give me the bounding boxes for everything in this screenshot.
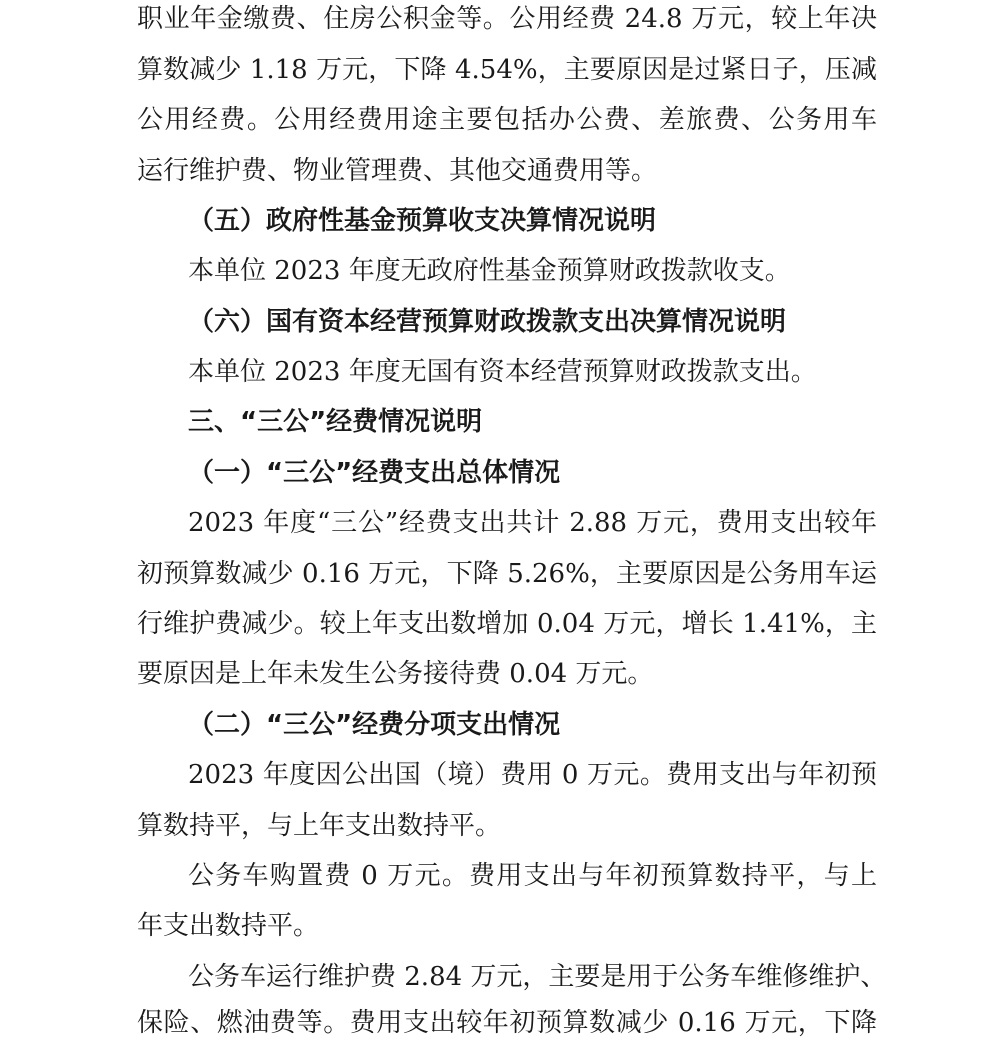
paragraph-line: 算数持平，与上年支出数持平。 (137, 811, 502, 841)
paragraph-line: 2023 年度因公出国（境）费用 0 万元。费用支出与年初预 (188, 760, 877, 790)
section-heading-5: （五）政府性基金预算收支决算情况说明 (188, 206, 657, 236)
paragraph-line: 初预算数减少 0.16 万元，下降 5.26%，主要原因是公务用车运 (137, 559, 877, 589)
paragraph-line: 公用经费。公用经费用途主要包括办公费、差旅费、公务用车 (137, 105, 877, 135)
paragraph-line: 要原因是上年未发生公务接待费 0.04 万元。 (137, 659, 654, 689)
paragraph-line: 职业年金缴费、住房公积金等。公用经费 24.8 万元，较上年决 (137, 4, 877, 34)
paragraph-line: 算数减少 1.18 万元，下降 4.54%，主要原因是过紧日子，压减 (137, 55, 877, 85)
chapter-heading-3: 三、“三公”经费情况说明 (188, 407, 483, 437)
subsection-heading-1: （一）“三公”经费支出总体情况 (188, 458, 561, 488)
section-heading-6: （六）国有资本经营预算财政拨款支出决算情况说明 (188, 307, 787, 337)
subsection-heading-2: （二）“三公”经费分项支出情况 (188, 710, 561, 740)
paragraph-line: 运行维护费、物业管理费、其他交通费用等。 (137, 156, 658, 186)
paragraph-line: 本单位 2023 年度无政府性基金预算财政拨款收支。 (188, 256, 791, 286)
paragraph-line: 年支出数持平。 (137, 911, 320, 941)
paragraph-line: 保险、燃油费等。费用支出较年初预算数减少 0.16 万元，下降 (137, 1008, 877, 1038)
paragraph-line: 行维护费减少。较上年支出数增加 0.04 万元，增长 1.41%，主 (137, 609, 877, 639)
paragraph-line: 2023 年度“三公”经费支出共计 2.88 万元，费用支出较年 (188, 508, 877, 538)
paragraph-line: 公务车运行维护费 2.84 万元，主要是用于公务车维修维护、 (188, 962, 887, 992)
paragraph-line: 公务车购置费 0 万元。费用支出与年初预算数持平，与上 (188, 861, 877, 891)
paragraph-line: 本单位 2023 年度无国有资本经营预算财政拨款支出。 (188, 357, 817, 387)
